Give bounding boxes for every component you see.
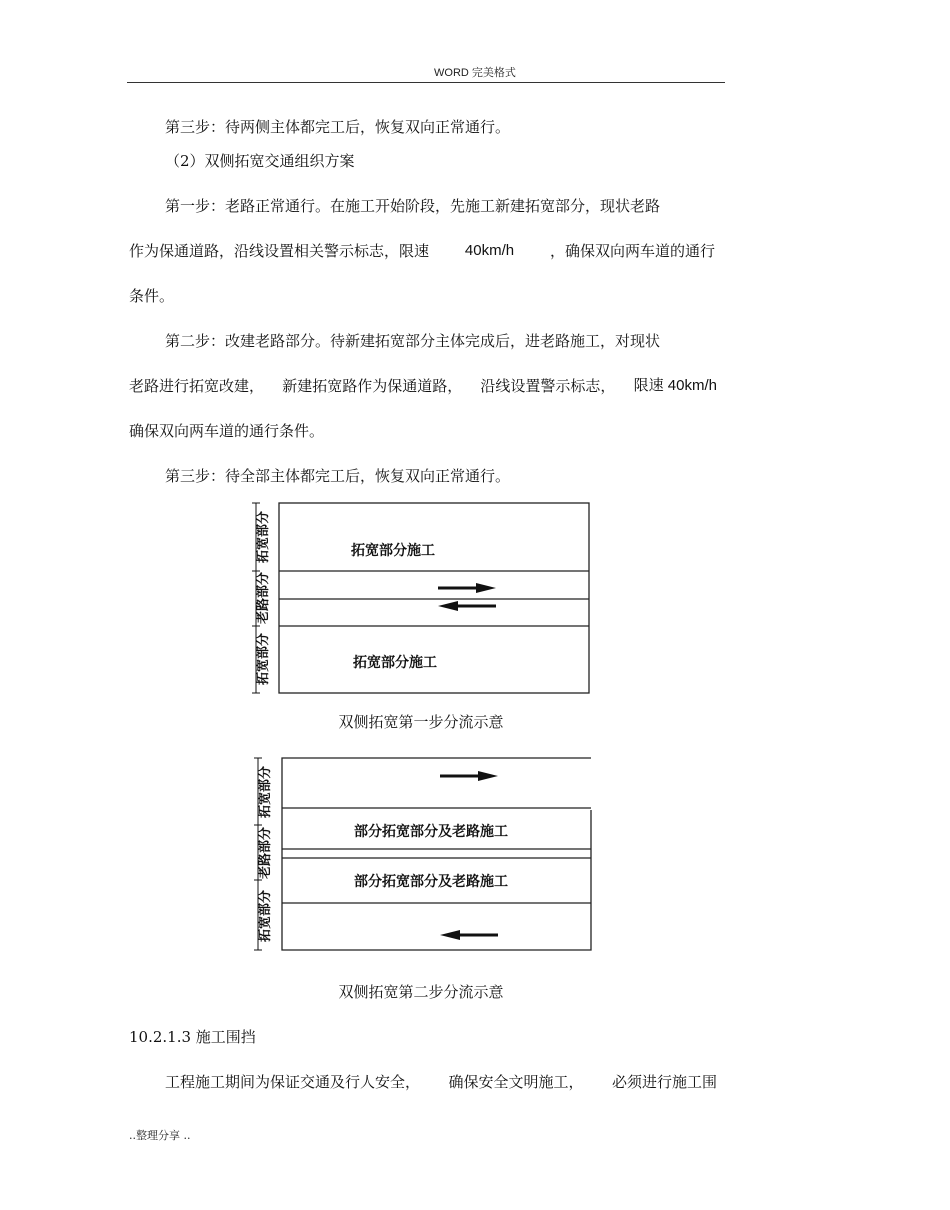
page-header: WORD 完美格式 <box>434 67 516 79</box>
arrow-right-icon <box>440 771 498 781</box>
page-footer: ..整理分享 .. <box>129 1129 191 1142</box>
speed-limit: 40km/h <box>464 242 515 259</box>
zone-label-top: 拓宽部分施工 <box>351 543 435 559</box>
side-label-widening: 拓宽部分 <box>258 765 273 819</box>
arrow-left-icon <box>440 930 498 940</box>
figure2-caption: 双侧拓宽第二步分流示意 <box>338 983 504 1001</box>
paragraph-step1-line1: 第一步：老路正常通行。在施工开始阶段，先施工新建拓宽部分，现状老路 <box>165 197 661 215</box>
zone-label-bottom: 拓宽部分施工 <box>353 655 437 671</box>
speed-limit: 限速 40km/h <box>633 377 717 394</box>
text-segment: 沿线设置警示标志， <box>480 377 616 395</box>
text-segment: 新建拓宽路作为保通道路， <box>282 377 463 395</box>
paragraph-step3-side: 第三步：待两侧主体都完工后，恢复双向正常通行。 <box>165 118 511 136</box>
side-label-widening: 拓宽部分 <box>256 510 271 564</box>
arrow-right-icon <box>438 583 496 593</box>
side-label-widening: 拓宽部分 <box>256 632 271 686</box>
paragraph-step1-line3: 条件。 <box>129 287 175 305</box>
text-segment: 老路进行拓宽改建， <box>129 377 265 395</box>
side-label-widening: 拓宽部分 <box>258 889 273 943</box>
section-heading: 10.2.1.3 施工围挡 <box>129 1028 256 1046</box>
zone-label-b: 部分拓宽部分及老路施工 <box>354 874 508 890</box>
text-segment: 确保安全文明施工， <box>448 1073 584 1091</box>
header-rule <box>127 82 725 83</box>
subheading-double-widening: （2）双侧拓宽交通组织方案 <box>165 152 355 170</box>
text-segment: 工程施工期间为保证交通及行人安全， <box>165 1073 421 1091</box>
text-segment: 作为保通道路，沿线设置相关警示标志，限速 <box>129 242 430 260</box>
paragraph-step2-line2 <box>129 377 717 395</box>
figure2-diagram <box>240 750 600 960</box>
zone-label-a: 部分拓宽部分及老路施工 <box>354 824 508 840</box>
paragraph-step2-line3: 确保双向两车道的通行条件。 <box>129 422 325 440</box>
side-label-old-road: 老路部分 <box>258 826 273 880</box>
paragraph-step2-line1: 第二步：改建老路部分。待新建拓宽部分主体完成后，进老路施工，对现状 <box>165 332 661 350</box>
text-segment: 必须进行施工围 <box>611 1073 717 1091</box>
side-label-old-road: 老路部分 <box>256 571 271 625</box>
paragraph-step3-all: 第三步：待全部主体都完工后，恢复双向正常通行。 <box>165 467 511 485</box>
arrow-left-icon <box>438 601 496 611</box>
road-outline <box>282 758 591 950</box>
paragraph-hoarding <box>165 1073 717 1091</box>
paragraph-step1-line2 <box>129 242 715 260</box>
figure1-caption: 双侧拓宽第一步分流示意 <box>338 713 504 731</box>
text-segment: ，确保双向两车道的通行 <box>549 242 715 260</box>
figure1-diagram <box>240 495 600 700</box>
